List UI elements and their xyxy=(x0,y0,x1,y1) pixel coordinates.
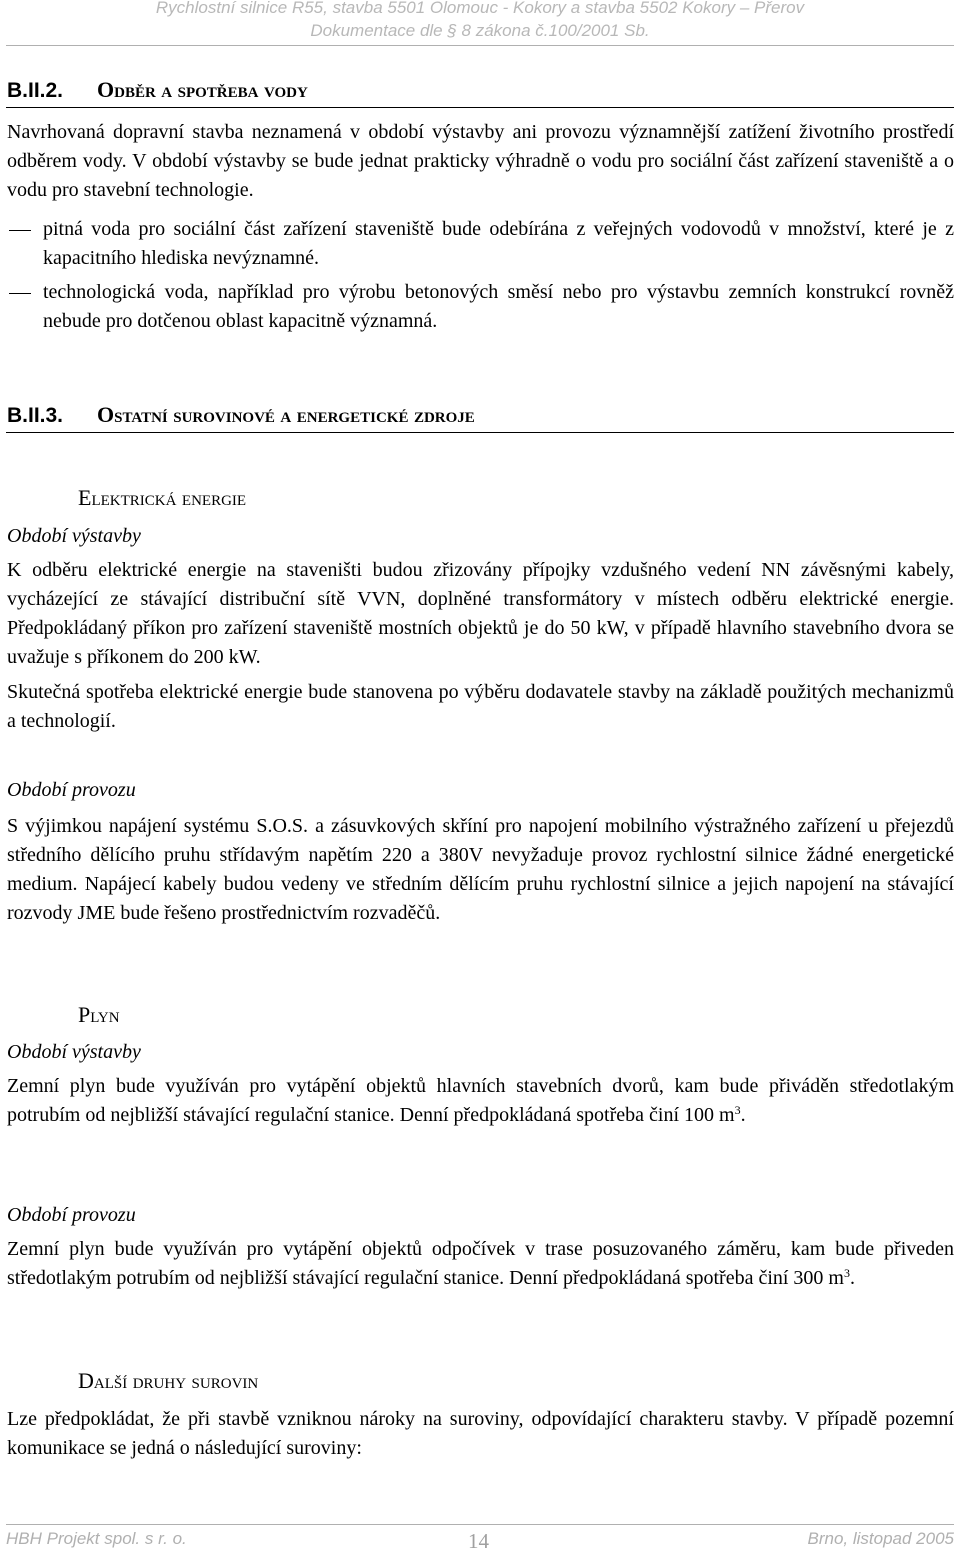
footer-date: Brno, listopad 2005 xyxy=(807,1529,954,1548)
gas-operation-paragraph xyxy=(7,1235,954,1293)
section-title: Ostatní surovinové a energetické zdroje xyxy=(97,402,475,427)
section-title: Odběr a spotřeba vody xyxy=(97,77,308,102)
list-item xyxy=(7,278,954,336)
footer-company: HBH Projekt spol. s r. o. xyxy=(6,1529,187,1548)
cubic-superscript: 3 xyxy=(734,1103,741,1117)
electric-operation-paragraph: S výjimkou napájení systému S.O.S. a zásuvkových skříní pro napojení mobilního výstražného zařízení u přejezdů středního dělícího pruhu střídavým napětím 220 a 380V nevyžaduje provoz rychlostní silnice žádné energetické medium. Napájecí kabely budou vedeny ve středním dělícím pruhu rychlostní silnice a jejich napojení na stávající rozvody JME bude řešeno prostřednictvím rozvaděčů. xyxy=(7,815,954,924)
gas-construction-text: Zemní plyn bude využíván pro vytápění objektů hlavních stavebních dvorů, kam bude přiváděn středotlakým potrubím od nejbližší stávající regulační stanice. Denní předpokládaná spotřeba činí 100 m xyxy=(7,1075,954,1126)
list-item-text: pitná voda pro sociální část zařízení staveniště bude odebírána z veřejných vodovodů v množství, které je z kapacitního hlediska nevýznamné. xyxy=(43,218,954,269)
subheading-other-resources: Další druhy surovin xyxy=(78,1368,259,1393)
water-intro-paragraph: Navrhovaná dopravní stavba neznamená v období výstavby ani provozu významnější zatížení životního prostředí odběrem vody. V období výstavby se bude jednat prakticky výhradně o vodu pro sociální část zařízení staveniště a o vodu pro stavební technologie. xyxy=(7,121,954,201)
footer-rule xyxy=(6,1524,954,1525)
section-number: B.II.2. xyxy=(7,79,64,102)
section-heading-water xyxy=(7,77,308,104)
other-resources-paragraph: Lze předpokládat, že při stavbě vzniknou nároky na suroviny, odpovídající charakteru stavby. V případě pozemní komunikace se jedná o následující suroviny: xyxy=(7,1408,954,1459)
section-heading-resources xyxy=(7,402,475,429)
list-item-text: technologická voda, například pro výrobu betonových směsí nebo pro výstavbu zemních konstrukcí rovněž nebude pro dotčenou oblast kapacitně významná. xyxy=(43,281,954,332)
period-label-operation: Období provozu xyxy=(7,779,136,801)
section-rule xyxy=(6,107,954,108)
sentence-end: . xyxy=(740,1104,746,1126)
period-label-construction: Období výstavby xyxy=(7,525,141,547)
cubic-superscript: 3 xyxy=(844,1266,850,1280)
sentence-end: . xyxy=(850,1267,855,1289)
running-header-title: Rychlostní silnice R55, stavba 5501 Olomouc - Kokory a stavba 5502 Kokory – Přerov xyxy=(155,0,805,17)
period-label-construction: Období výstavby xyxy=(7,1041,141,1063)
electric-consumption-paragraph: Skutečná spotřeba elektrické energie bude stanovena po výběru dodavatele stavby na základě použitých mechanizmů a technologií. xyxy=(7,681,954,732)
gas-construction-paragraph xyxy=(7,1072,954,1130)
list-item xyxy=(7,215,954,273)
gas-operation-text: Zemní plyn bude využíván pro vytápění objektů odpočívek v trase posuzovaného záměru, kam bude přiveden středotlakým potrubím od nejbližší stávající regulační stanice. Denní předpokládaná spotřeba činí 300 m xyxy=(7,1238,954,1289)
subheading-gas: Plyn xyxy=(78,1002,120,1027)
running-header-subtitle: Dokumentace dle § 8 zákona č.100/2001 Sb. xyxy=(310,21,650,40)
period-label-operation: Období provozu xyxy=(7,1204,136,1226)
electric-construction-paragraph: K odběru elektrické energie na staveništi budou zřizovány přípojky vzdušného vedení NN závěsnými kabely, vycházející ze stávající distribuční sítě VVN, doplněné transformátory v místech odběru elektrické energie. Předpokládaný příkon pro zařízení staveniště mostních objektů je do 50 kW, v případě hlavního stavebního dvora se uvažuje s příkonem do 200 kW. xyxy=(7,559,954,668)
subheading-electric-energy: Elektrická energie xyxy=(78,485,247,510)
page-number: 14 xyxy=(468,1529,489,1553)
section-number: B.II.3. xyxy=(7,404,64,427)
section-rule xyxy=(6,432,954,433)
header-rule xyxy=(6,45,954,46)
